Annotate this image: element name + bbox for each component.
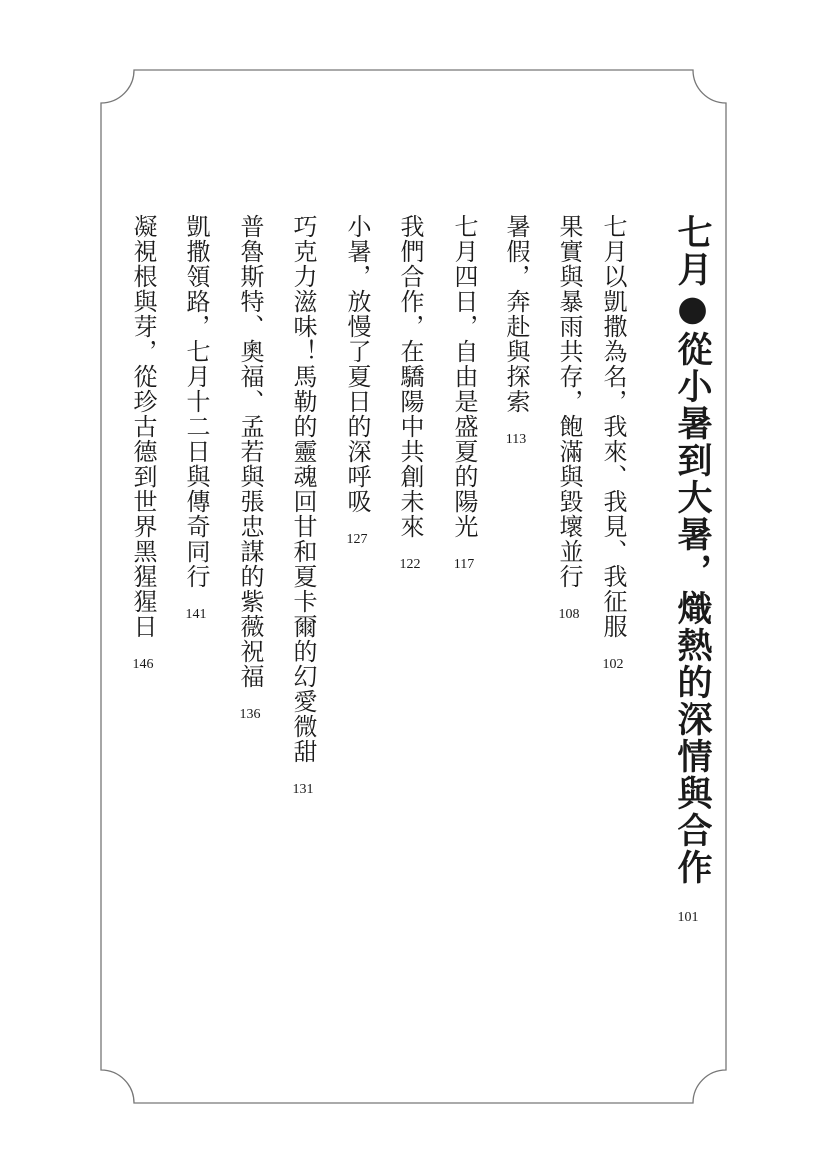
toc-entry-title: 暑假，奔赴與探索 [502, 214, 530, 414]
toc-entry-page: 141 [185, 607, 207, 622]
toc-entry-title: 凝視根與芽，從珍古德到世界黑猩猩日 [129, 214, 157, 639]
toc-entry [498, 214, 534, 448]
toc-entry-page: 108 [558, 607, 580, 622]
toc-entry [551, 214, 587, 623]
toc-entry-title: 巧克力滋味！馬勒的靈魂回甘和夏卡爾的幻愛微甜 [289, 214, 317, 764]
toc-entry-page: 131 [292, 782, 314, 797]
toc-entry-title: 我們合作，在驕陽中共創未來 [396, 214, 424, 539]
chapter-title: 七月●從小暑到大暑，熾熱的深情與合作 [672, 214, 713, 886]
toc-entry-title: 七月以凱撒為名，我來、我見、我征服 [599, 214, 627, 639]
toc-entry [595, 214, 631, 673]
toc-entry-title: 果實與暴雨共存，飽滿與毀壞並行 [555, 214, 583, 589]
toc-entry [285, 214, 321, 798]
toc-entry-title: 普魯斯特、奧福、孟若與張忠謀的紫薇祝福 [236, 214, 264, 689]
toc-entry [178, 214, 214, 623]
toc-entry [446, 214, 482, 573]
toc-entry-title: 七月四日，自由是盛夏的陽光 [450, 214, 478, 539]
toc-entry-title: 凱撒領路，七月十二日與傳奇同行 [182, 214, 210, 589]
toc-entry [232, 214, 268, 723]
toc-entry-page: 102 [602, 657, 624, 672]
toc-entry [125, 214, 161, 673]
chapter-heading [670, 214, 713, 926]
toc-entry-title: 小暑，放慢了夏日的深呼吸 [343, 214, 371, 514]
chapter-page-number: 101 [677, 910, 699, 925]
toc-entry-page: 113 [505, 432, 527, 447]
toc-entry-page: 146 [132, 657, 154, 672]
toc-entry-page: 117 [453, 557, 475, 572]
toc-entry-page: 122 [399, 557, 421, 572]
toc-entry [339, 214, 375, 548]
toc-entry-page: 136 [239, 707, 261, 722]
toc-entry-page: 127 [346, 532, 368, 547]
toc-entry [392, 214, 428, 573]
